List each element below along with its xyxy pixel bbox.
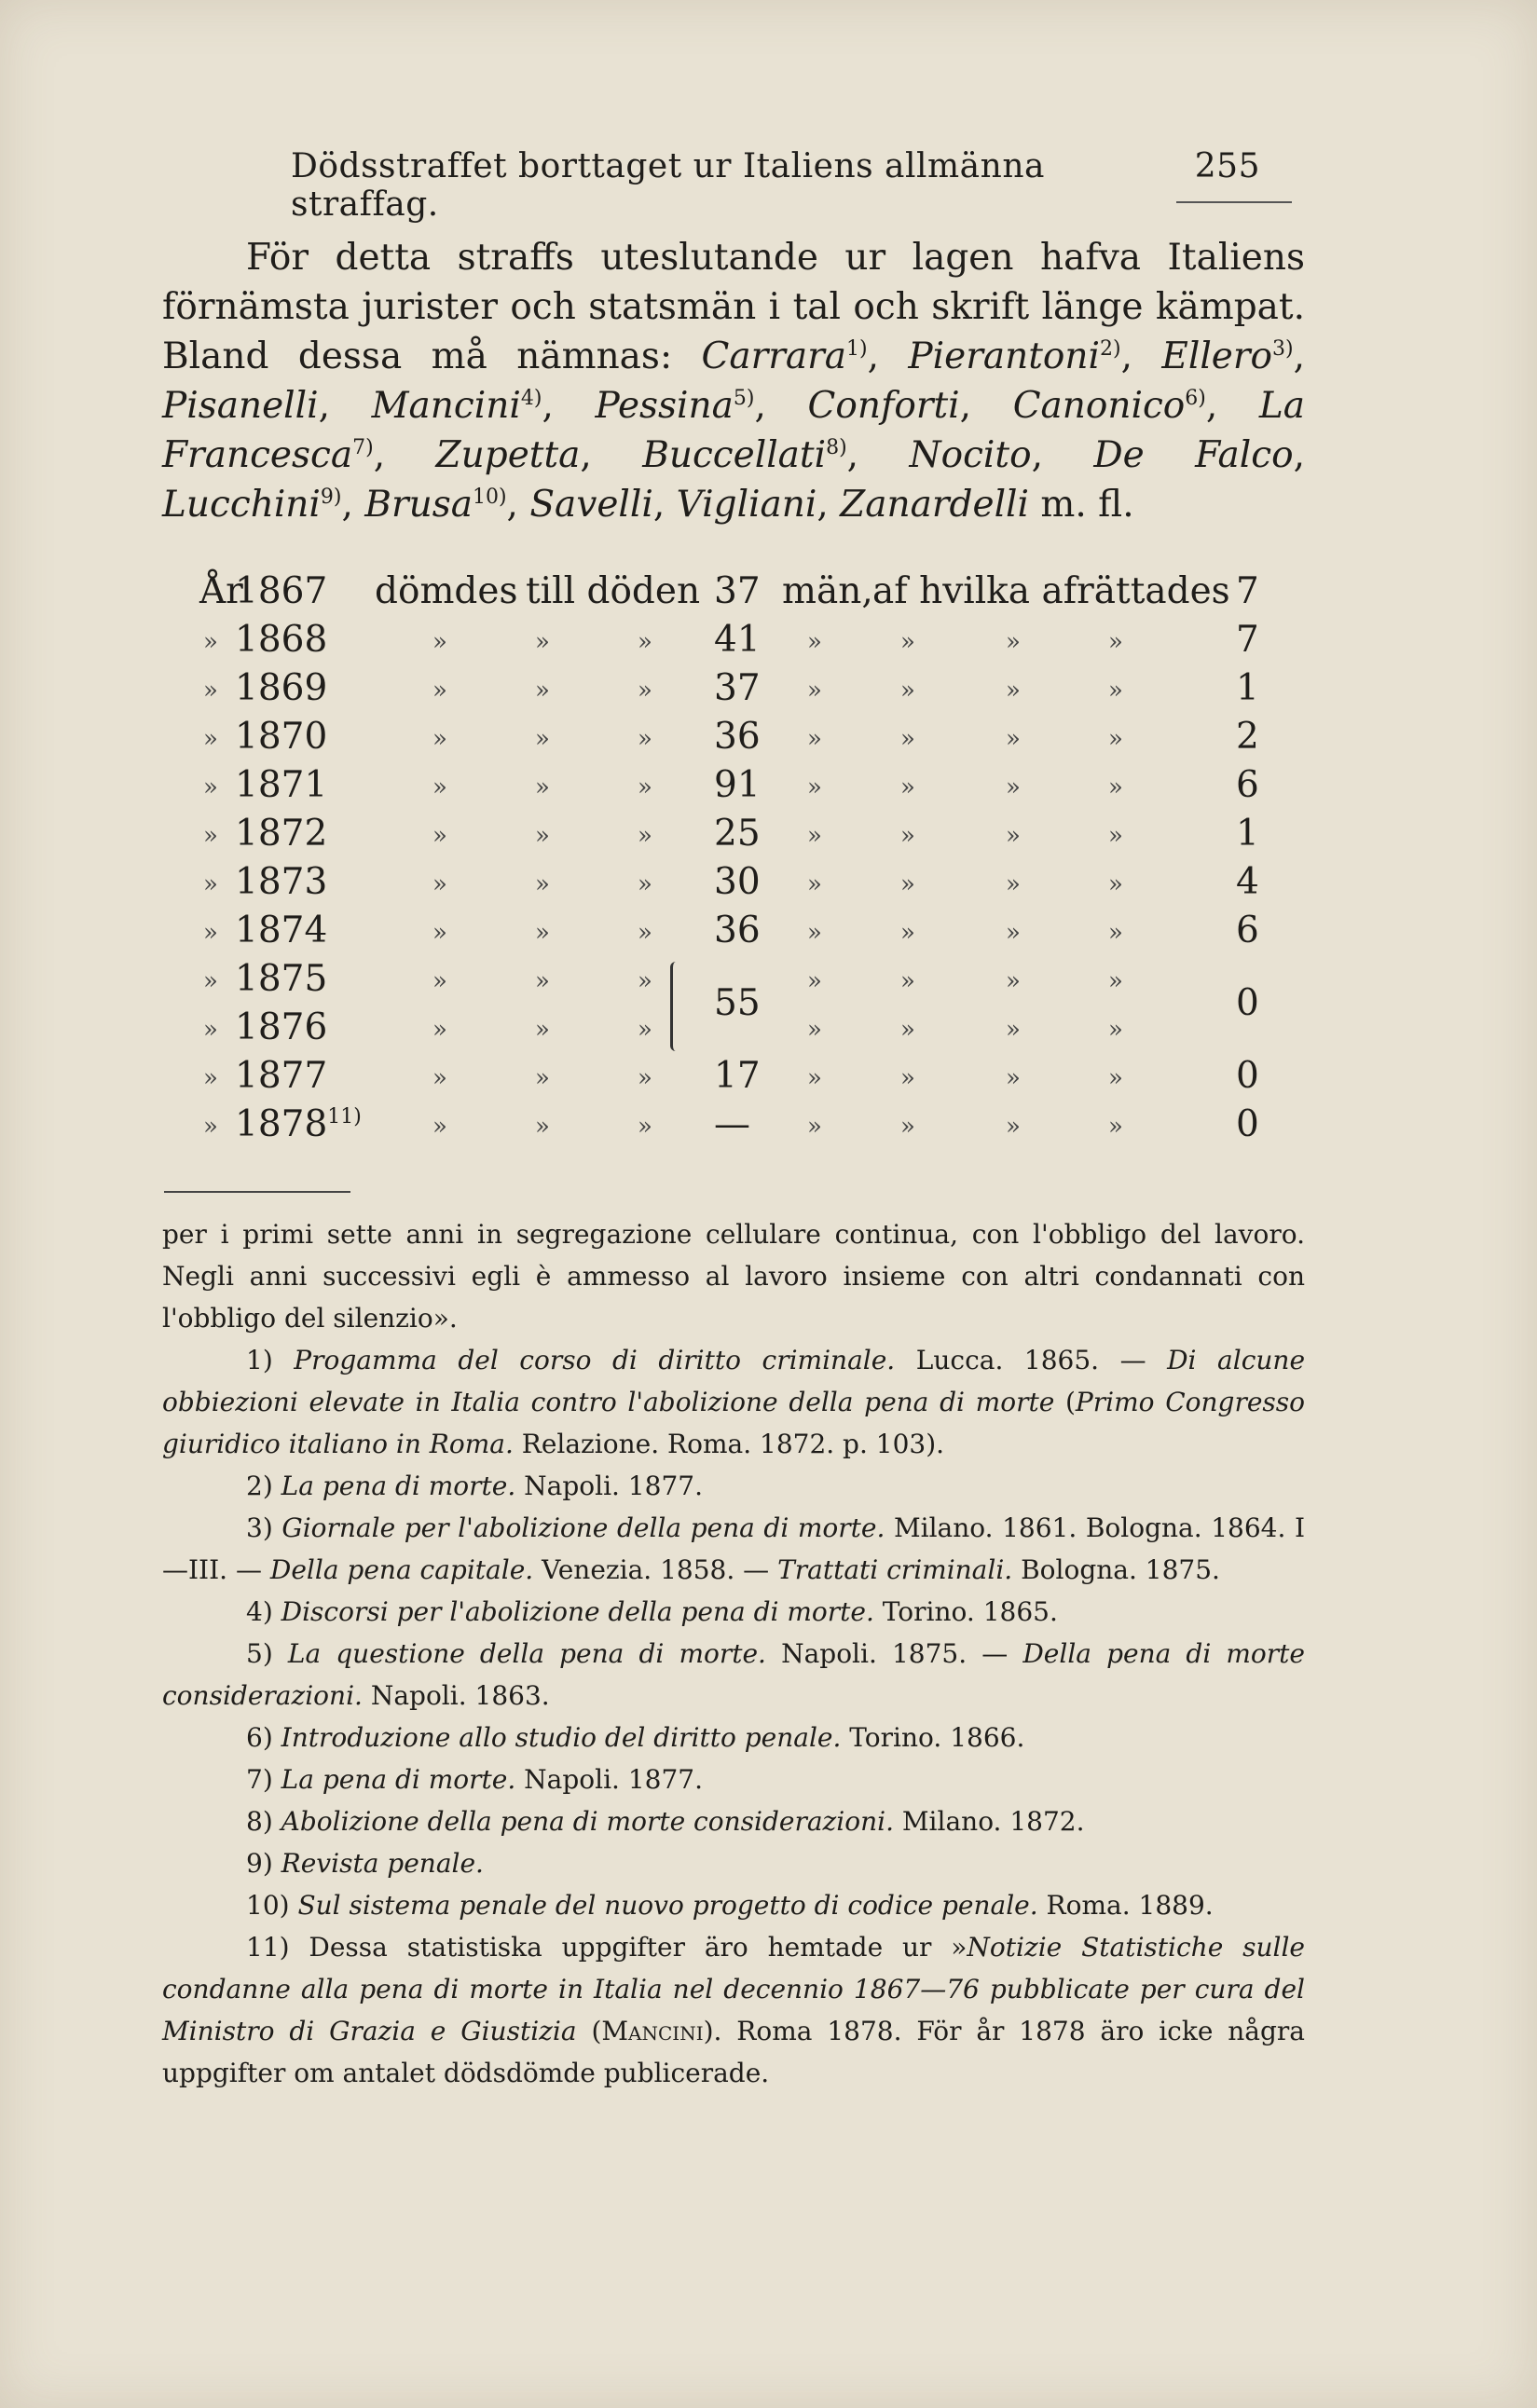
row-executed: 7 (1236, 570, 1259, 612)
row-sentenced: 30 (714, 861, 761, 903)
footnote-number: 3) (246, 1512, 273, 1543)
ditto-mark: » (807, 967, 822, 995)
intro-text-a: För detta straffs uteslutande ur lagen hafva Italiens förnämsta jurister och statsmän i tal och skrift länge kämpat. Bland dessa må nämnas: (162, 237, 1305, 377)
row-executed: 6 (1236, 764, 1259, 806)
ditto-mark: » (203, 919, 218, 947)
ditto-mark: » (203, 1113, 218, 1141)
row-phrase: till döden (526, 570, 701, 612)
footnote-ref: 3) (1272, 337, 1294, 361)
footnote-ref: 8) (826, 436, 847, 459)
row-tail: af hvilka afrättades (872, 570, 1230, 612)
footnote-text: Milano. 1861. Bologna. 1864. I—III. — (162, 1512, 1306, 1585)
footnote-ref: 9) (320, 486, 342, 509)
ditto-mark: » (1108, 967, 1123, 995)
footnote-number: 10) (246, 1890, 290, 1921)
ditto-mark: » (203, 773, 218, 801)
footnote-text: Bologna. 1875. (1012, 1554, 1220, 1585)
footnote-text: Milano. 1872. (893, 1806, 1085, 1837)
footnote-text: La pena di morte. (281, 1471, 516, 1501)
footnote-ref: 6) (1185, 387, 1206, 410)
ditto-mark: » (807, 725, 822, 753)
footnote-text: La questione della pena di morte. (287, 1638, 766, 1669)
stats-row (199, 910, 1271, 958)
ditto-mark: » (900, 628, 915, 656)
footnote-text: Abolizione della pena di morte considerazioni. (281, 1806, 894, 1837)
footnote-ref: 7) (352, 436, 374, 459)
row-sentenced: 37 (714, 667, 761, 709)
footnote-text: Torino. 1865. (873, 1596, 1058, 1627)
ditto-mark: » (203, 822, 218, 850)
footnote-number: 1) (246, 1345, 273, 1375)
ditto-mark: » (432, 1064, 447, 1092)
footnote-rule (164, 1191, 350, 1193)
footnote (162, 1758, 1305, 1800)
ditto-mark: » (1006, 919, 1021, 947)
running-title: Dödsstraffet borttaget ur Italiens allmänna straffag. (291, 147, 1045, 224)
footnote-ref: 10) (472, 486, 507, 509)
ditto-mark: » (432, 773, 447, 801)
footnote-text: Della pena capitale. (269, 1554, 534, 1585)
jurist-name: Nocito (909, 434, 1032, 476)
row-verb: dömdes (375, 570, 518, 612)
footnote (162, 1717, 1305, 1758)
jurist-name: Pessina (595, 385, 734, 427)
ditto-mark: » (900, 1016, 915, 1044)
stats-row (199, 667, 1271, 716)
footnote-text: Della pena di morte considerazioni. (162, 1638, 1305, 1711)
stats-row (199, 1055, 1271, 1103)
ditto-mark: » (432, 919, 447, 947)
footnote-text: Napoli. 1875. — (765, 1638, 1023, 1669)
page-number: 255 (1194, 147, 1260, 185)
ditto-mark: » (807, 1113, 822, 1141)
row-sentenced: — (714, 1103, 750, 1145)
ditto-mark: » (900, 773, 915, 801)
row-executed: 1 (1236, 667, 1259, 709)
footnote-ref: 5) (733, 387, 755, 410)
ditto-mark: » (638, 628, 652, 656)
jurist-name: Mancini (371, 385, 521, 427)
row-executed: 6 (1236, 910, 1259, 951)
ditto-mark: » (432, 677, 447, 705)
ditto-mark: » (1108, 1113, 1123, 1141)
ditto-mark: » (638, 1064, 652, 1092)
row-executed: 4 (1236, 861, 1259, 903)
ditto-mark: » (535, 628, 550, 656)
footnote-text: Trattati criminali. (777, 1554, 1013, 1585)
stats-row (199, 570, 1271, 619)
footnote-number: 5) (246, 1638, 273, 1669)
footnote-text: ). Roma 1878. För år 1878 äro icke några uppgifter om antalet dödsdömde publicerade. (162, 2016, 1305, 2088)
ditto-mark: » (900, 967, 915, 995)
row-year: 1875 (235, 958, 328, 1000)
ditto-mark: » (535, 919, 550, 947)
ditto-mark: » (432, 1113, 447, 1141)
footnote-text: Di alcune obbiezioni elevate in Italia contro l'abolizione della pena di morte (162, 1345, 1306, 1417)
ditto-mark: » (1006, 870, 1021, 898)
jurist-name: La Francesca (162, 385, 1306, 476)
ditto-mark: » (432, 870, 447, 898)
jurist-name: Buccellati (642, 434, 827, 476)
ditto-mark: » (1006, 1113, 1021, 1141)
ditto-mark: » (807, 677, 822, 705)
ditto-mark: » (900, 677, 915, 705)
jurist-name: Ellero (1161, 335, 1272, 377)
footnote-text: La pena di morte. (281, 1764, 516, 1795)
row-sentenced: 17 (714, 1055, 761, 1097)
ditto-mark: » (638, 919, 652, 947)
ditto-mark: » (1108, 822, 1123, 850)
group-brace (670, 962, 686, 1051)
footnote-text: ( (576, 2016, 602, 2046)
footnote-ref: 4) (520, 387, 542, 410)
row-men: män, (782, 570, 873, 612)
footnote-ref: 1) (846, 337, 868, 361)
row-year: 1873 (235, 861, 328, 903)
ditto-mark: » (203, 967, 218, 995)
footnote (162, 1339, 1305, 1465)
ditto-mark: » (807, 773, 822, 801)
footnote (162, 1842, 1305, 1884)
ditto-mark: » (432, 822, 447, 850)
ditto-mark: » (638, 773, 652, 801)
row-executed: 0 (1236, 982, 1259, 1024)
footnote (162, 1926, 1305, 2094)
jurist-name: Canonico (1012, 385, 1186, 427)
row-sentenced: 25 (714, 813, 761, 855)
row-year: 1877 (235, 1055, 328, 1097)
footnote-text: Napoli. 1863. (362, 1680, 550, 1711)
ditto-mark: » (1006, 822, 1021, 850)
footnote (162, 1884, 1305, 1926)
ditto-mark: » (638, 677, 652, 705)
footnote-number: 7) (246, 1764, 273, 1795)
ditto-mark: » (900, 870, 915, 898)
footnote-text: Notizie Statistiche sulle condanne alla pena di morte in Italia nel decennio 1867—76 pubblicate per cura del Ministro di Grazia e Giustizia (162, 1932, 1305, 2046)
footnote-text: Venezia. 1858. — (533, 1554, 778, 1585)
ditto-mark: » (1006, 725, 1021, 753)
jurist-name: Brusa (364, 484, 473, 526)
row-sentenced: 36 (714, 716, 761, 758)
ditto-mark: » (900, 725, 915, 753)
ditto-mark: » (1108, 628, 1123, 656)
ditto-mark: » (638, 822, 652, 850)
ditto-mark: » (1108, 725, 1123, 753)
footnote-text: Relazione. Roma. 1872. p. 103). (513, 1429, 945, 1459)
ditto-mark: » (535, 967, 550, 995)
footnote-number: 6) (246, 1722, 273, 1753)
footnote-text: Lucca. 1865. — (895, 1345, 1168, 1375)
ditto-mark: » (1108, 1016, 1123, 1044)
ditto-mark: » (1108, 773, 1123, 801)
footnote-number: 4) (246, 1596, 273, 1627)
ditto-mark: » (203, 628, 218, 656)
ditto-mark: » (1006, 773, 1021, 801)
row-sentenced: 36 (714, 910, 761, 951)
row-sentenced: 91 (714, 764, 761, 806)
intro-text-end: m. fl. (1040, 484, 1134, 526)
ditto-mark: » (638, 967, 652, 995)
stats-row (199, 1103, 1271, 1152)
footnote-text: Napoli. 1877. (515, 1764, 704, 1795)
ditto-mark: » (807, 870, 822, 898)
footnote-text: Mancini (601, 2016, 704, 2046)
ditto-mark: » (807, 1016, 822, 1044)
ditto-mark: » (900, 822, 915, 850)
stats-row (199, 764, 1271, 813)
ditto-mark: » (535, 822, 550, 850)
ditto-mark: » (638, 725, 652, 753)
ditto-mark: » (807, 919, 822, 947)
row-year: 1872 (235, 813, 328, 855)
running-header (291, 147, 1260, 224)
jurist-name: Conforti (807, 385, 960, 427)
row-year: 1876 (235, 1006, 328, 1048)
footnote (162, 1507, 1305, 1591)
ditto-mark: » (1108, 677, 1123, 705)
row-prefix: År (199, 570, 243, 612)
footnote-continuation: per i primi sette anni in segregazione cellulare continua, con l'obbligo del lavoro. Negli anni successivi egli è ammesso al lavoro insieme con altri condannati con l'obbligo del silenzio». (162, 1219, 1305, 1334)
ditto-mark: » (900, 919, 915, 947)
ditto-mark: » (638, 1016, 652, 1044)
intro-text: För detta straffs uteslutande ur lagen hafva Italiens förnämsta jurister och statsmän i tal och skrift länge kämpat. Bland dessa må nämnas: Carrara$^{1)}$, Pierantoni$^{2)}$, Ellero$^{3)}$, Pisanelli, Mancini$^{4)}$, Pessina$^{5)}$, Conforti, Canonico$^{6)}$, La Francesca$^{7)}$, Zupetta, Buccellati$^{8)}$, Nocito, De Falco, Lucchini$^{9)}$, Brusa$^{10)}$, Savelli, Vigliani, Zanardelli m. fl. (162, 237, 1306, 526)
row-sentenced: 55 (714, 982, 761, 1024)
ditto-mark: » (203, 677, 218, 705)
footnote-text: Napoli. 1877. (515, 1471, 704, 1501)
ditto-mark: » (535, 677, 550, 705)
jurist-name: De Falco (1093, 434, 1294, 476)
jurist-name: Pisanelli (162, 385, 319, 427)
footnotes (162, 1213, 1305, 2094)
row-year: 1874 (235, 910, 328, 951)
footnote-text: Roma. 1889. (1037, 1890, 1214, 1921)
ditto-mark: » (1108, 919, 1123, 947)
ditto-mark: » (1108, 1064, 1123, 1092)
row-year: 1878$^{11)}$ (235, 1103, 362, 1145)
row-executed: 2 (1236, 716, 1259, 758)
row-executed: 7 (1236, 619, 1259, 661)
footnote-text: Progamma del corso di diritto criminale. (294, 1345, 896, 1375)
ditto-mark: » (1006, 628, 1021, 656)
jurist-name: Savelli (529, 484, 653, 526)
ditto-mark: » (638, 1113, 652, 1141)
ditto-mark: » (203, 725, 218, 753)
ditto-mark: » (203, 870, 218, 898)
row-executed: 1 (1236, 813, 1259, 855)
ditto-mark: » (203, 1016, 218, 1044)
ditto-mark: » (535, 1064, 550, 1092)
footnote-text: Sul sistema penale del nuovo progetto di codice penale. (297, 1890, 1038, 1921)
ditto-mark: » (1006, 967, 1021, 995)
intro-paragraph (162, 233, 1305, 529)
ditto-mark: » (807, 822, 822, 850)
ditto-mark: » (535, 1113, 550, 1141)
ditto-mark: » (535, 773, 550, 801)
ditto-mark: » (1006, 677, 1021, 705)
footnote (162, 1800, 1305, 1842)
ditto-mark: » (900, 1113, 915, 1141)
footnote-text: Primo Congresso giuridico italiano in Roma. (162, 1387, 1306, 1459)
ditto-mark: » (1006, 1064, 1021, 1092)
footnote-number: 8) (246, 1806, 273, 1837)
footnote-text: ( (1054, 1387, 1076, 1417)
footnote-text: Torino. 1866. (841, 1722, 1025, 1753)
stats-row (199, 619, 1271, 667)
ditto-mark: » (432, 628, 447, 656)
row-year: 1869 (235, 667, 328, 709)
row-year: 1867 (235, 570, 328, 612)
footnote-number: 2) (246, 1471, 273, 1501)
row-executed: 0 (1236, 1103, 1259, 1145)
footnote-number: 11) (246, 1932, 290, 1963)
ditto-mark: » (432, 1016, 447, 1044)
row-year: 1871 (235, 764, 328, 806)
jurist-name: Zanardelli (840, 484, 1029, 526)
stats-row (199, 813, 1271, 861)
footnote (162, 1591, 1305, 1633)
jurist-name: Pierantoni (908, 335, 1100, 377)
footnote-text: Dessa statistiska uppgifter äro hemtade ur » (309, 1932, 967, 1963)
footnote-ref: 11) (327, 1105, 362, 1129)
jurist-name: Carrara (701, 335, 847, 377)
footnote (162, 1465, 1305, 1507)
ditto-mark: » (432, 967, 447, 995)
ditto-mark: » (807, 628, 822, 656)
jurist-name: Vigliani (676, 484, 817, 526)
footnote-text: Discorsi per l'abolizione della pena di morte. (281, 1596, 874, 1627)
ditto-mark: » (638, 870, 652, 898)
stats-row (199, 716, 1271, 764)
ditto-mark: » (900, 1064, 915, 1092)
footnote-number: 9) (246, 1848, 273, 1879)
ditto-mark: » (535, 870, 550, 898)
ditto-mark: » (1006, 1016, 1021, 1044)
stats-row (199, 861, 1271, 910)
footnote-text: Giornale per l'abolizione della pena di morte. (281, 1512, 885, 1543)
ditto-mark: » (535, 1016, 550, 1044)
ditto-mark: » (432, 725, 447, 753)
ditto-mark: » (807, 1064, 822, 1092)
row-year: 1870 (235, 716, 328, 758)
footnote (162, 1633, 1305, 1717)
jurist-name: Lucchini (162, 484, 321, 526)
footnote-text: Revista penale. (281, 1848, 484, 1879)
jurist-name: Zupetta (435, 434, 581, 476)
ditto-mark: » (1108, 870, 1123, 898)
row-executed: 0 (1236, 1055, 1259, 1097)
row-year: 1868 (235, 619, 328, 661)
row-sentenced: 37 (714, 570, 761, 612)
ditto-mark: » (535, 725, 550, 753)
footnote-ref: 2) (1099, 337, 1121, 361)
row-sentenced: 41 (714, 619, 761, 661)
header-rule (1176, 201, 1292, 203)
footnote-text: Introduzione allo studio del diritto penale. (281, 1722, 842, 1753)
ditto-mark: » (203, 1064, 218, 1092)
